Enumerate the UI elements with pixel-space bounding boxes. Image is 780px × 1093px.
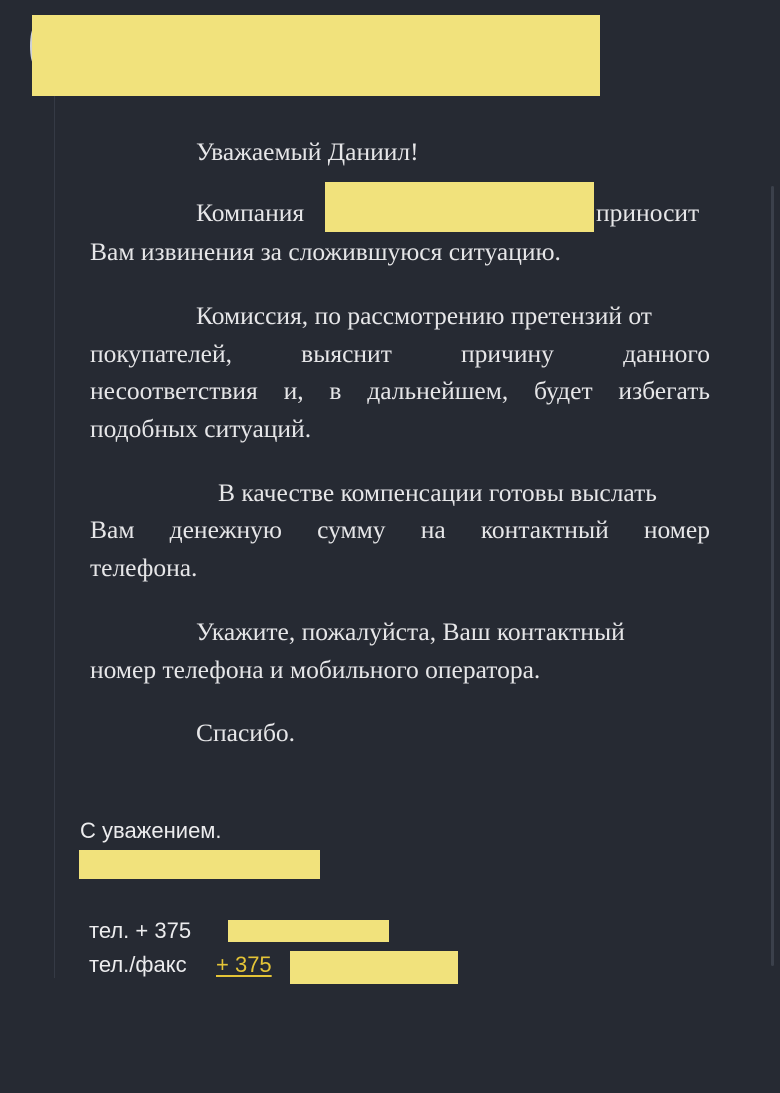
- scrollbar[interactable]: [771, 186, 774, 966]
- p4-line2: номер телефона и мобильного оператора.: [90, 655, 541, 684]
- p1-end: приносит: [596, 198, 700, 227]
- p3-line2: Вам денежную сумму на контактный номер: [90, 515, 710, 544]
- p2-line2: покупателей, выяснит причину данного: [90, 339, 710, 368]
- quote-divider: [54, 88, 55, 978]
- p2-line4: подобных ситуаций.: [90, 414, 312, 443]
- p1-start: Компания: [196, 198, 305, 227]
- tel-number-redaction: [228, 920, 389, 942]
- greeting: Уважаемый Даниил!: [196, 137, 419, 166]
- p3-line3: телефона.: [90, 553, 198, 582]
- tel-label: тел. + 375: [89, 918, 192, 943]
- p1-line2: Вам извинения за сложившуюся ситуацию.: [90, 237, 561, 266]
- p2-line1: Комиссия, по рассмотрению претензий от: [196, 301, 652, 330]
- p4-line1: Укажите, пожалуйста, Ваш контактный: [196, 617, 625, 646]
- thanks: Спасибо.: [196, 718, 296, 747]
- company-name-redaction: [325, 182, 594, 232]
- fax-number-redaction: [290, 951, 458, 984]
- subject-redaction: [32, 15, 600, 96]
- regards: С уважением.: [80, 818, 222, 843]
- p2-line3: несоответствия и, в дальнейшем, будет избегать: [90, 376, 710, 405]
- sender-name-redaction: [79, 850, 320, 879]
- fax-number-link[interactable]: + 375: [216, 952, 272, 977]
- fax-label: тел./факс: [89, 952, 187, 977]
- p3-line1: В качестве компенсации готовы выслать: [218, 478, 657, 507]
